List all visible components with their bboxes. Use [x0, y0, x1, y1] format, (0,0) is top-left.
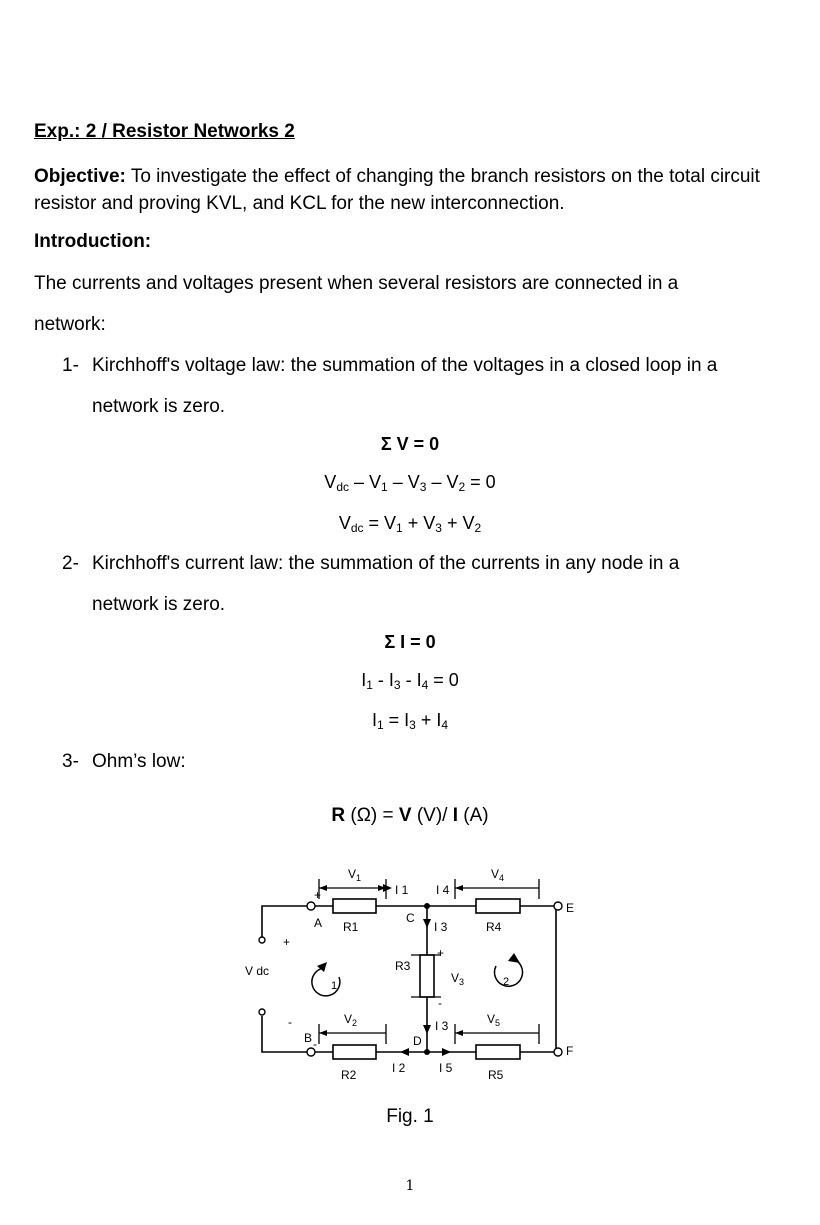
v2-label: $V_2$ [344, 1012, 358, 1028]
v3-minus-sign: - [438, 996, 442, 1010]
v5-label: $V_5$ [487, 1012, 501, 1028]
intro-line-2: network: [34, 314, 106, 335]
introduction-heading: Introduction: [34, 231, 152, 252]
v2-minus-sign: - [313, 1037, 317, 1051]
node-d-label: D [413, 1034, 422, 1048]
figure-caption: Fig. 1 [386, 1106, 434, 1127]
list-number-1: 1- [62, 355, 79, 376]
list-item-1-line1: Kirchhoff's voltage law: the summation of the voltages in a closed loop in a [92, 355, 718, 376]
v4-label: $V_4$ [491, 867, 505, 883]
i4-label: I 4 [436, 883, 450, 897]
list-item-2-line1: Kirchhoff's current law: the summation of the currents in any node in a [92, 553, 680, 574]
source-label: V dc [245, 964, 270, 978]
kcl-equation-2: $I_1 - I_3 - I_4 = 0$ [361, 670, 459, 692]
resistor-r2 [333, 1045, 376, 1059]
kcl-equation-3: $I_1 = I_3 + I_4$ [371, 710, 449, 732]
list-item-2-line2: network is zero. [92, 594, 226, 615]
objective-text: To investigate the effect of changing the branch resistors on the total circuit resistor and proving KVL, and KCL for the new interconnection. [34, 166, 760, 214]
circuit-labels [245, 867, 574, 1082]
kvl-equation-2: $V_{dc} - V_1 - V_3 - V_2 = 0$ [324, 472, 496, 494]
r4-label: R4 [486, 920, 502, 934]
resistor-r3 [420, 955, 434, 997]
v1-plus-sign: + [314, 888, 322, 902]
i3-bottom-label: I 3 [435, 1019, 449, 1033]
v3-plus-sign: + [437, 946, 445, 960]
source-minus-sign: - [288, 1015, 292, 1029]
v3-label: $V_3$ [451, 971, 465, 987]
i1-label: I 1 [395, 883, 409, 897]
node-d-dot [424, 1049, 430, 1055]
node-e-label: E [566, 901, 575, 915]
r1-label: R1 [343, 920, 359, 934]
page-number: 1 [405, 1178, 415, 1194]
r3-label: R3 [395, 959, 411, 973]
page-title: Exp.: 2 / Resistor Networks 2 [34, 121, 295, 142]
source-plus-sign: + [283, 935, 291, 949]
i2-label: I 2 [392, 1061, 406, 1075]
i5-label: I 5 [439, 1061, 453, 1075]
node-a-label: A [314, 916, 323, 930]
loop-1-label: 1 [331, 980, 338, 992]
list-number-2: 2- [62, 553, 79, 574]
loop-2-label: 2 [503, 976, 510, 988]
resistor-r5 [476, 1045, 520, 1059]
list-number-3: 3- [62, 751, 79, 772]
i3-top-label: I 3 [434, 920, 448, 934]
kcl-eq1-text: Σ I = 0 [384, 632, 436, 652]
objective-label: Objective: [34, 166, 126, 187]
loop-2-arrowhead [508, 953, 520, 963]
r5-label: R5 [488, 1068, 504, 1082]
node-c-dot [424, 903, 430, 909]
resistor-r1 [333, 899, 376, 913]
node-b-label: B [304, 1031, 313, 1045]
v1-label: $V_1$ [348, 867, 362, 883]
resistor-r4 [476, 899, 520, 913]
list-item-1-line2: network is zero. [92, 396, 226, 417]
list-item-3-line1: Ohm’s low: [92, 751, 186, 772]
ohm-law-equation: R (Ω) = V (V)/ I (A) [331, 805, 489, 826]
node-c-label: C [406, 911, 415, 925]
r2-label: R2 [341, 1068, 357, 1082]
loop-arrows [312, 959, 523, 996]
kvl-eq1-text: Σ V = 0 [380, 434, 440, 454]
intro-line-1: The currents and voltages present when several resistors are connected in a [34, 273, 679, 294]
node-f-label: F [566, 1044, 574, 1058]
kvl-equation-3: $V_{dc} = V_1 + V_3 + V_2$ [338, 513, 482, 535]
